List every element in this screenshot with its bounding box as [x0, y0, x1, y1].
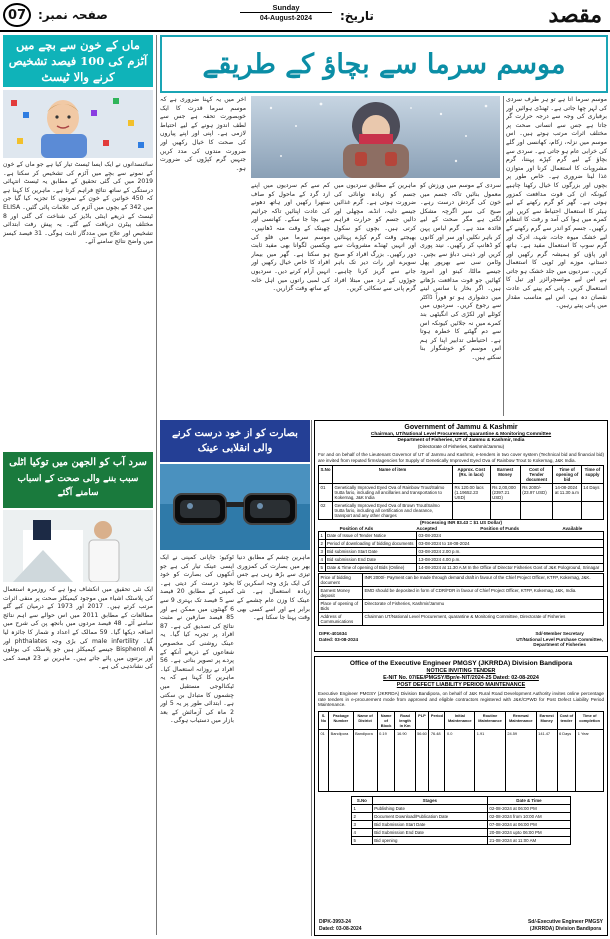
cell: 76.48 — [429, 729, 445, 791]
day-label: Sunday — [272, 3, 300, 12]
table-row — [352, 820, 571, 828]
cell: 2 — [352, 812, 373, 820]
plastic-image — [3, 510, 153, 582]
cell: Publishing Date — [372, 804, 487, 812]
autism-headline: ماں کے خون سے بچے میں آٹزم کی 100 فیصد تشخیص کرنے والا ٹیسٹ — [8, 38, 148, 84]
cell: 02 — [319, 502, 333, 520]
cell: Genetically Improved Eyed Ova of Rainbow Trout/Salmo trutta fario, including all ancillaries and transportation to Kokernag, J&K India — [333, 484, 453, 502]
cell — [581, 502, 603, 520]
fish-col-sno: S.No — [319, 466, 333, 484]
cell: Rs 120.00 lacs (1.19652.23 USD) — [453, 484, 491, 502]
page-number-badge: 07 — [3, 3, 31, 27]
pmgsy-works-table — [318, 711, 604, 792]
cell: 4 — [319, 556, 326, 564]
fish-pos-available: Available — [562, 525, 583, 531]
fish-ad-footer — [319, 631, 603, 648]
cell — [490, 502, 520, 520]
cell: Bandipora — [329, 729, 353, 791]
cell: 21-08-2024 at 11:00 AM — [487, 836, 570, 844]
fish-ad-intro: For and on behalf of the Lieutenant Governor of UT of Jammu and Kashmir, e-tenders in two cover system (Technical bid and financial bid) are invited from reputed firms/agencies for Supply of Genetically Improved Eyed Ova of Rainbow Trout to Kokernag, J&K India. — [318, 452, 604, 463]
table-row — [319, 556, 604, 564]
eyewear-image — [160, 464, 310, 550]
fish-ad-dept: Department of Fisheries, UT of Jammu & Kashmir, India — [397, 438, 525, 443]
lead-headline: موسم سرما سے بچاؤ کے طریقے — [202, 48, 566, 80]
fish-ad-dated: Dated: 03-08-2024 — [319, 636, 359, 642]
cell: 3 — [319, 548, 326, 556]
cell: 03-08-2024 — [417, 532, 604, 540]
fish-col-emd: Earnest Money — [490, 466, 520, 484]
cell: Bid Submission End Date — [372, 828, 487, 836]
cell: Document Download/Publication Date — [372, 812, 487, 820]
pmgsy-dipk: DIPK-3993-24 — [319, 919, 351, 925]
cell: 20-08-2024 upto 06:00 PM — [487, 828, 570, 836]
cell: Bid submission End Date — [325, 556, 417, 564]
cell: 6 Days — [557, 729, 576, 791]
masthead-rule — [0, 30, 610, 32]
fish-ad-schedule-table — [318, 531, 604, 572]
pmgsy-col: Name of District — [353, 711, 377, 729]
cell: 2 — [319, 540, 326, 548]
pmgsy-dated: Dated: 03-08-2024 — [319, 925, 362, 932]
fish-pos-ads: Position of Ads — [339, 525, 374, 531]
cell: Date & Time of opening of Bids (Online) — [325, 564, 417, 572]
fish-col-supply: Time of supply — [581, 466, 603, 484]
pmgsy-col: Time of completion — [576, 711, 604, 729]
cell: Period of downloading of bidding documents — [325, 540, 417, 548]
cell: Rs 2,00,000 (2397.21 USD) — [490, 484, 520, 502]
cell: 13-08-2024 4.00 p.m. — [417, 556, 604, 564]
fish-col-cost: Approx. Cost (Rs. in lacs) — [453, 466, 491, 484]
lead-col-5: آخر میں یہ کہنا ضروری ہے کہ موسم سرما قدرت کا ایک خوبصورت تحفہ ہے جس سے لطف اندوز ہونے کے لیے احتیاط لازمی ہے۔ اپنی اور اپنے پیاروں کی صحت کا خیال رکھیں اور ضرورت مندوں کی مدد کریں جنہیں گرم کپڑوں کی ضرورت ہو۔ — [160, 96, 246, 172]
autism-image — [3, 90, 153, 158]
cell: 3 — [352, 820, 373, 828]
cell: Rs 2000/- (23.97 USD) — [520, 484, 553, 502]
lead-image — [251, 96, 500, 178]
cell — [453, 502, 491, 520]
date-label: تاریخ: — [340, 9, 374, 23]
cell: Price of bidding document — [319, 574, 363, 587]
cell: 24.59 — [505, 729, 536, 791]
pmgsy-col: S. No — [319, 711, 329, 729]
table-row — [352, 812, 571, 820]
cell: 03-08-2024 to 18-08-2024 — [417, 540, 604, 548]
fish-ad-title: Government of Jammu & Kashmir — [404, 424, 518, 431]
masthead — [0, 0, 610, 32]
cell: Bid Submission Start Date — [372, 820, 487, 828]
fish-ad-conditions-table — [318, 573, 604, 626]
cell: 16.90 — [395, 729, 415, 791]
cell: INR 2000/- Payment can be made through demand draft in favour of the Chief Project Officer, KTFP, Kokernag, J&K. — [363, 574, 604, 587]
table-row — [319, 574, 604, 587]
cell: 1 Year — [576, 729, 604, 791]
column-divider — [311, 420, 312, 936]
lead-col-3: ماہرین کے مطابق سردیوں میں جسم کو زیادہ توانائی کی ضرورت ہوتی ہے۔ گرم غذائیں جیسے دلیہ، انڈے، مچھلی اور دالیں جسم کو حرارت فراہم کرتی ہیں۔ بچوں کو سکول بھیجتے وقت گرم کپڑے پہنائیں اور انہیں ٹھنڈے مشروبات سے دور رکھیں۔ بزرگ افراد کو صبح سویرے اور رات دیر تک باہر جانے سے گریز کرنا چاہیے۔ جوڑوں کے درد میں مبتلا افراد گرم پانی سے سکائی کریں۔ — [334, 182, 416, 293]
cell: Bid opening — [372, 836, 487, 844]
pmgsy-col: Routine Maintenance — [475, 711, 506, 729]
pmgsy-col: PLP — [415, 711, 429, 729]
cell — [520, 502, 553, 520]
pmgsy-col: Period — [429, 711, 445, 729]
cell: 4 — [352, 828, 373, 836]
table-row — [352, 828, 571, 836]
table-row — [319, 729, 604, 791]
pmgsy-sched-col: Date & Time — [487, 796, 570, 804]
table-row — [319, 532, 604, 540]
cell: 0.19 — [377, 729, 395, 791]
cell: Earnest Money deposit — [319, 587, 363, 600]
cell: 1 — [319, 532, 326, 540]
plastic-subhead: سبب بننے والی صحت کے اسباب سامنے آگئے — [17, 474, 139, 498]
lead-col-1: موسم سرما آتا ہے تو ہر طرف سردی کی لہر چھا جاتی ہے۔ ٹھنڈی ہوائیں اور برفباری کی وجہ سے درجہ حرارت گر جاتا ہے جس سے انسانی صحت پر مختلف اثرات مرتب ہوتے ہیں۔ اس موسم میں نزلہ، زکام، کھانسی اور گلے کی خرابی عام ہو جاتی ہے۔ سردی سے بچاؤ کے لیے گرم کپڑے پہننا، گرم مشروبات کا استعمال کرنا اور متوازن غذا لینا ضروری ہے۔ خاص طور پر بچوں اور بزرگوں کا خیال رکھنا چاہیے کیونکہ ان کی قوت مدافعت کمزور ہوتی ہے۔ گھر کو گرم رکھنے کے لیے ہیٹر کا استعمال احتیاط سے کریں اور کمرے میں ہوا کی آمد و رفت کا انتظام رکھیں۔ جسم کو اندر سے گرم رکھنے کے لیے خشک میوہ جات، شہد، ادرک اور گرم سوپ کا استعمال مفید ہے۔ ہاتھ اور پاؤں کو ہمیشہ گرم رکھیں اور دستانے، موزے اور ٹوپی کا استعمال کریں۔ سردیوں میں جلد خشک ہو جاتی ہے اس لیے موئسچرائزر اور تیل کا استعمال کریں۔ پانی کم پینے کی عادت نقصان دہ ہے، اس لیے مناسب مقدار میں پانی پیتے رہیں۔ — [506, 96, 607, 310]
table-row — [319, 564, 604, 572]
column-divider — [503, 96, 504, 416]
cell: Chairman UT/National Level Procurement, quarantine & Monitoring Committee, Directorate of Fisheries — [363, 613, 604, 626]
cell: 5 — [319, 564, 326, 572]
table-row — [319, 600, 604, 613]
cell: 56.60 — [415, 729, 429, 791]
cell: Date of Issue of Tender Notice — [325, 532, 417, 540]
plastic-text: ایک نئی تحقیق میں انکشاف ہوا ہے کہ روزمرہ استعمال کی پلاسٹک اشیاء میں موجود کیمیکلز صحت پر منفی اثرات مرتب کرتے ہیں۔ 2017 اور 1973 کے درمیان کیے گئے مطالعات کے مطابق 2011 میں اس حوالے سے اہم نتائج سامنے آئے۔ 48 فیصد مردوں میں بانجھ پن کی شرح میں اضافہ دیکھا گیا۔ 59 ممالک کے اعداد و شمار کا جائزہ لیا گیا۔ male infertility کی بڑی وجہ phthalates اور Bisphenol A جیسے کیمیکلز ہیں جو پلاسٹک کی بوتلوں اور برتنوں میں پائے جاتے ہیں۔ ماہرین نے 23 فیصد کمی کی نشاندہی کی ہے۔ — [3, 586, 153, 671]
fish-ad-directorate: (Directorate of Fisheries, Kashmir/Jammu) — [417, 444, 505, 449]
fish-ad-committee: Chairman, UT/National Level Procurement, quarantine & Monitoring Committee — [370, 432, 552, 437]
eyewear-headline: بصارت کو از خود درست کرنے والی انقلابی عینک — [172, 428, 298, 454]
cell: 02-08-2024 from 10:00 AM — [487, 812, 570, 820]
cell: Directorate of Fisheries, Kashmir/Jammu — [363, 600, 604, 613]
fish-ad-sign3: Department of Fisheries — [533, 642, 586, 648]
cell: 0.0 — [445, 729, 475, 791]
eyewear-text-left: ٹوکیو: جاپانی کمپنی نے ایک ایسی عینک تیار کی ہے جو آنکھوں کی بصارت کو خود بخود درست کر دیتی ہے۔ کمپنی کے مطابق 20 فیصد سے 5 فیصد تک بہتری 9 سے 6 گھنٹوں میں ممکن ہے اور 85 فیصد صارفین نے مثبت نتائج کی تصدیق کی ہے۔ 87 افراد پر تجربہ کیا گیا۔ یہ عینک روشنی کی مخصوص شعاعوں کے ذریعے آنکھ کے پردے پر تصویر بناتی ہے۔ 56 افراد نے روزانہ استعمال کیا۔ ماہرین کا کہنا ہے کہ یہ ٹیکنالوجی مستقبل میں چشموں کا متبادل بن سکتی ہے۔ ابتدائی طور پر یہ 5 اور 2 ماہ کی آزمائش کے بعد بازار میں دستیاب ہوگی۔ — [160, 554, 234, 725]
fish-ad-sign1: Sd/-Member Secretary — [535, 631, 584, 637]
cell: 141.47 — [536, 729, 557, 791]
cell: 1.91 — [475, 729, 506, 791]
pmgsy-col: Name of Block — [377, 711, 395, 729]
pmgsy-col: Initial Maintenance — [445, 711, 475, 729]
column-divider — [156, 35, 157, 935]
date-box — [240, 3, 332, 27]
date-value: 04-August-2024 — [240, 12, 332, 24]
lead-col-4: کم سے کم سردیوں میں اپنے ارد گرد کے ماحول کو صاف ستھرا رکھیں اور ہاتھ دھونے کی عادت اپنائیں تاکہ جراثیم سے بچا جا سکے۔ کھانسی اور چھینک کے وقت منہ ڈھانپیں۔ موسم سرما میں فلو کی ویکسین لگوانا بھی مفید ثابت ہو سکتا ہے۔ گھر میں بیمار افراد کا خاص خیال رکھیں اور انہیں آرام کرنے دیں۔ سردیوں کی لمبی راتوں میں اہل خانہ کے ساتھ وقت گزاریں۔ — [251, 182, 330, 293]
cell: 1 — [352, 804, 373, 812]
plastic-headline: سرد آب کو الجھن میں توکیا اٹلی — [9, 457, 147, 468]
fish-ad-dipk: DIPK-401634 — [319, 631, 347, 637]
cell: Genetically Improved Eyed Ova of Brown Trout/Salmo trutta fario, including all certification and clearance, transport and any other charges — [333, 502, 453, 520]
pmgsy-col: Package Number — [329, 711, 353, 729]
pmgsy-sched-col: S.No — [352, 796, 373, 804]
cell: 01 — [319, 729, 329, 791]
cell: Address of Communications — [319, 613, 363, 626]
table-row — [319, 540, 604, 548]
page-label: صفحہ نمبر: — [38, 8, 108, 22]
fish-pos-funds: Position of Funds — [480, 525, 520, 531]
cell: 01 — [319, 484, 333, 502]
pmgsy-subtitle: NOTICE INVITING TENDER — [426, 668, 496, 674]
table-row — [319, 502, 604, 520]
cell: 14-08-2024 at 11.30 A.M In the Office of Director Fisheries Govt of J&K Pologround, Srinagar — [417, 564, 604, 572]
cell: 07-08-2024 at 06:00 PM — [487, 820, 570, 828]
autism-text: سائنسدانوں نے ایک ایسا ٹیسٹ تیار کیا ہے جو ماں کے خون کے نمونے سے بچے میں آٹزم کی تشخیص کر سکتا ہے۔ 2019 میں کی گئی تحقیق کے مطابق یہ ٹیسٹ انتہائی درستگی کے ساتھ نتائج فراہم کرتا ہے۔ ماہرین کا کہنا ہے کہ 450 خواتین کے خون کے نمونوں کا تجزیہ کیا گیا جن میں 342 کے بچوں میں آٹزم کی علامات پائی گئیں۔ ELISA ٹیسٹ کے ذریعے اینٹی باڈیز کی شناخت کی گئی اور 8 مختلف پیٹرن دریافت کیے گئے۔ یہ پیش رفت ابتدائی تشخیص اور علاج میں مددگار ثابت ہوگی۔ 31 فیصد کیسز میں واضح نتائج سامنے آئے۔ — [3, 161, 153, 246]
ad-fisheries — [314, 420, 608, 652]
cell — [553, 502, 581, 520]
table-row — [319, 548, 604, 556]
table-row — [319, 613, 604, 626]
cell: Bid submission Start Date — [325, 548, 417, 556]
cell: 03-08-2024 2.00 p.m. — [417, 548, 604, 556]
cell: 14 Days — [581, 484, 603, 502]
pmgsy-intro: Executive Engineer PMGSY (JKRRDA) Division Bandipora, on behalf of J&K Rural Road Development Authority invites online percentage rate tenders in e-procurement mode from approved and eligible contractors registered with J&K/CPWD for Post Defect Liability Period Maintenance. — [318, 691, 604, 708]
pmgsy-schedule-table — [351, 796, 571, 845]
fish-ad-sign2: UT/National Level Purchase Committee, — [516, 636, 603, 642]
ad-pmgsy — [314, 656, 608, 936]
lead-headline-box — [160, 35, 608, 93]
eyewear-text-right: ماہرین چشم کے مطابق دنیا بھر میں بصارت کی کمزوری تیزی سے بڑھ رہی ہے جس کی ایک بڑی وجہ اسکرین کا زیادہ استعمال ہے۔ نئی عینک کا وزن عام چشمے کے برابر ہے اور اسے کسی بھی وقت پہنا جا سکتا ہے۔ — [237, 554, 310, 622]
cell: 14-08-2024 at 11.30 a.m — [553, 484, 581, 502]
fish-ad-item-table — [318, 465, 604, 520]
pmgsy-title: Office of the Executive Engineer PMGSY (JKRRDA) Division Bandipora — [349, 660, 573, 667]
table-row — [352, 804, 571, 812]
fish-pos-accepted: Accepted — [416, 525, 438, 531]
pmgsy-sign2: (JKRRDA) Division Bandipora — [529, 925, 602, 932]
fish-col-doc: Cost of Tender document — [520, 466, 553, 484]
plastic-headline-band — [3, 452, 153, 508]
pmgsy-sched-col: Stages — [372, 796, 487, 804]
pmgsy-pdlm: POST DEFECT LIABILITY PERIOD MAINTENANCE — [396, 682, 526, 688]
fish-ad-note: (Processing INR 83.43 = $1 US Dollar) — [419, 520, 503, 526]
table-row — [352, 836, 571, 844]
masthead-logo: مقصد — [548, 2, 602, 28]
pmgsy-sign1: Sd/-Executive Engineer PMGSY — [527, 919, 603, 925]
cell: 5 — [352, 836, 373, 844]
cell: Bandipora — [353, 729, 377, 791]
pmgsy-col: Renewal Maintenance — [505, 711, 536, 729]
cell: 02-08-2024 at 06:00 PM — [487, 804, 570, 812]
cell: Place of opening of Bids — [319, 600, 363, 613]
pmgsy-col: Earnest Money — [536, 711, 557, 729]
pmgsy-col: Cost of tender — [557, 711, 576, 729]
pmgsy-enit: E-NIT No. 07/EE/PMGSY/Bpr/e-NIT/2024-25 Dated: 02-08-2024 — [383, 675, 539, 681]
eyewear-headline-band — [160, 420, 310, 462]
pmgsy-footer — [319, 919, 603, 932]
autism-headline-band — [3, 35, 153, 87]
pmgsy-col: Road length in Km — [395, 711, 415, 729]
fish-col-open: Time of opening of bid — [553, 466, 581, 484]
cell: EMD should be deposited in form of CDR/FDR in favour of Chief Project Officer, KTFP, Kokernag, J&K, India. — [363, 587, 604, 600]
table-row — [319, 587, 604, 600]
table-row — [319, 484, 604, 502]
lead-col-2: سردی کے موسم میں ورزش کو معمول بنائیں تاکہ جسم میں خون کی گردش درست رہے۔ صبح کی سیر اگرچہ مشکل لگتی ہے مگر صحت کے لیے فائدہ مند ہے۔ گرم لباس پہن کر باہر نکلیں اور سر اور کانوں کو ڈھانپ کر رکھیں۔ نیند پوری کریں اور ذہنی دباؤ سے بچیں۔ وٹامن سی سے بھرپور پھل جیسے مالٹا، کینو اور امرود کھائیں جو قوت مدافعت بڑھاتے ہیں۔ اگر بخار یا سانس لینے میں دشواری ہو تو فوراً ڈاکٹر سے رجوع کریں۔ سردیوں میں کوئلے اور لکڑی کی انگیٹھی بند کمرے میں نہ جلائیں کیونکہ اس سے دم گھٹنے کا خطرہ ہوتا ہے۔ احتیاطی تدابیر اپنا کر ہم اس موسم کو خوشگوار بنا سکتے ہیں۔ — [420, 182, 501, 361]
fish-col-item: Name of item — [333, 466, 453, 484]
